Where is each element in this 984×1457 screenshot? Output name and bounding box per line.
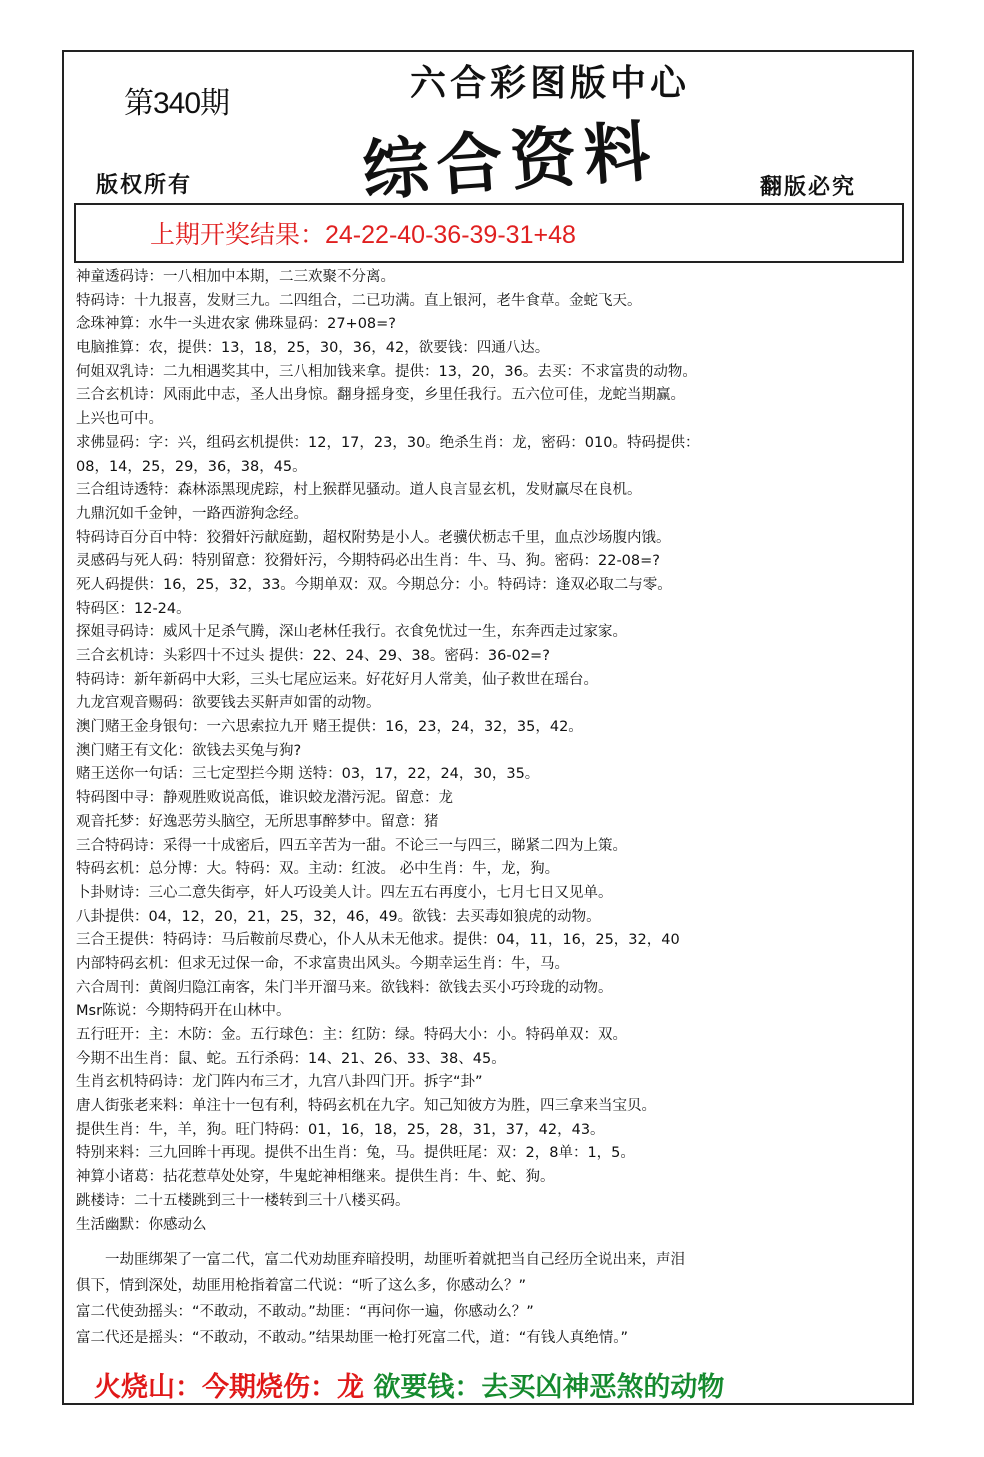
info-line: 三合王提供：特码诗：马后鞍前尽费心，仆人从未无他求。提供：04，11，16，25，32，40	[76, 932, 680, 949]
humor-story	[76, 1247, 906, 1351]
story-line: 一劫匪绑架了一富二代，富二代劝劫匪弃暗投明，劫匪听着就把当自己经历全说出来，声泪	[76, 1252, 685, 1268]
info-line: 何姐双乳诗：二九相遇奖其中，三八相加钱来拿。提供：13，20，36。去买：不求富贵的动物。	[76, 363, 697, 380]
footer-part-1: 火烧山：今期烧伤：龙	[94, 1372, 364, 1403]
info-line: 特码图中寻：静观胜败说高低，谁识蛟龙潜污泥。留意：龙	[76, 790, 453, 807]
info-line: 提供生肖：牛，羊，狗。旺门特码：01，16，18，25，28，31，37，42，43。	[76, 1121, 605, 1138]
info-line: 特别来料：三九回眸十再现。提供不出生肖：兔，马。提供旺尾：双：2，8单：1，5。	[76, 1145, 635, 1162]
info-line: 三合特码诗：采得一十成密后，四五辛苦为一甜。不论三一与四三，睇紧二四为上策。	[76, 837, 627, 854]
info-line: 卜卦财诗：三心二意失街亭，奸人巧设美人计。四左五右再度小，七月七日又见单。	[76, 884, 613, 901]
footer-banner	[94, 1365, 724, 1404]
main-title: 综合资料	[360, 111, 661, 211]
info-line: 念珠神算：水牛一头进农家 佛珠显码：27+08=?	[76, 316, 397, 333]
info-line: 澳门赌王金身银句：一六思索拉九开 赌王提供：16，23，24，32，35，42。	[76, 719, 583, 736]
result-box	[74, 203, 904, 263]
info-line: 上兴也可中。	[76, 411, 163, 428]
info-line: 08，14，25，29，36，38，45。	[76, 458, 307, 475]
last-result: 上期开奖结果：24-22-40-36-39-31+48	[150, 221, 576, 249]
info-line: 求佛显码：字：兴，组码玄机提供：12，17，23，30。绝杀生肖：龙，密码：010。特码提供：	[76, 434, 700, 451]
info-line: 特码区：12-24。	[76, 600, 191, 617]
info-line: 九鼎沉如千金钟，一路西游狗念经。	[76, 505, 308, 522]
info-line: 特码诗百分百中特：狡猾奸污献庭勤，超权附势是小人。老骥伏枥志千里，血点沙场腹内饿。	[76, 529, 671, 546]
info-line: 九龙宫观音赐码：欲要钱去买鼾声如雷的动物。	[76, 695, 381, 712]
info-line: 六合周刊：黄阁归隐江南客，朱门半开溜马来。欲钱料：欲钱去买小巧玲珑的动物。	[76, 979, 613, 996]
info-line: 电脑推算：农，提供：13，18，25，30，36，42，欲要钱：四通八达。	[76, 340, 550, 357]
center-title: 六合彩图版中心	[409, 62, 690, 104]
info-line: 唐人街张老来料：单注十一包有利，特码玄机在九字。知己知彼方为胜，四三拿来当宝贝。	[76, 1098, 656, 1115]
info-line: 今期不出生肖：鼠、蛇。五行杀码：14、21、26、33、38、45。	[76, 1050, 506, 1067]
info-line: 死人码提供：16，25，32，33。今期单双：双。今期总分：小。特码诗：逢双必取二与零。	[76, 576, 672, 593]
info-line: 特码诗：十九报喜，发财三九。二四组合，二已功满。直上银河，老牛食草。金蛇飞天。	[76, 292, 642, 309]
info-line: 探姐寻码诗：威风十足杀气腾，深山老林任我行。衣食免忧过一生，东奔西走过家家。	[76, 624, 627, 641]
info-line: 赌王送你一句话：三七定型拦今期 送特：03，17，22，24，30，35。	[76, 766, 540, 783]
info-line: 神童透码诗：一八相加中本期，二三欢聚不分离。	[76, 269, 395, 285]
story-line: 俱下，情到深处，劫匪用枪指着富二代说：“听了这么多，你感动么？”	[76, 1278, 527, 1294]
info-line: 跳楼诗：二十五楼跳到三十一楼转到三十八楼买码。	[76, 1192, 410, 1209]
copyright-right: 翻版必究	[760, 174, 857, 200]
copyright-left: 版权所有	[96, 172, 193, 198]
info-line: 三合玄机诗：风雨此中志，圣人出身惊。翻身摇身变，乡里任我行。五六位可佳，龙蛇当期赢。	[76, 387, 685, 404]
info-line: 特码玄机：总分博：大。特码：双。主动：红波。 必中生肖：牛，龙，狗。	[76, 861, 560, 878]
info-line: 生活幽默：你感动么	[76, 1216, 207, 1233]
info-line: 灵感码与死人码：特别留意：狡猾奸污，今期特码必出生肖：牛、马、狗。密码：22-08=?	[76, 553, 660, 570]
story-line: 富二代使劲摇头：“不敢动，不敢动。”劫匪：“再问你一遍，你感动么？”	[76, 1304, 534, 1320]
info-line: 特码诗：新年新码中大彩，三头七尾应运来。好花好月人常美，仙子救世在瑶台。	[76, 671, 598, 688]
info-line: 三合玄机诗：头彩四十不过头 提供：22、24、29、38。密码：36-02=?	[76, 648, 550, 664]
info-line: 三合组诗透特：森林添黑现虎踪，村上猴群见骚动。道人良言显玄机，发财赢尽在良机。	[76, 482, 642, 499]
info-line: 神算小诸葛：拈花惹草处处穿，牛鬼蛇神相继来。提供生肖：牛、蛇、狗。	[76, 1169, 555, 1186]
story-line: 富二代还是摇头：“不敢动，不敢动。”结果劫匪一枪打死富二代，道：“有钱人真绝情。”	[76, 1330, 629, 1346]
info-line: 生肖玄机特码诗：龙门阵内布三才，九宫八卦四门开。拆字“卦”	[76, 1074, 483, 1091]
info-line: 内部特码玄机：但求无过保一命，不求富贵出风头。今期幸运生肖：牛，马。	[76, 955, 569, 972]
footer-part-2: 欲要钱：去买凶神恶煞的动物	[364, 1372, 725, 1403]
info-lines	[76, 266, 906, 1237]
info-line: 八卦提供：04，12，20，21，25，32，46，49。欲钱：去买毒如狼虎的动物。	[76, 908, 601, 925]
info-line: 澳门赌王有文化：欲钱去买兔与狗?	[76, 742, 302, 759]
info-line: Msr陈说：今期特码开在山林中。	[76, 1003, 291, 1020]
info-line: 五行旺开：主：木防：金。五行球色：主：红防：绿。特码大小：小。特码单双：双。	[76, 1027, 627, 1043]
issue-number: 第340期	[124, 87, 230, 120]
info-line: 观音托梦：好逸恶劳头脑空，无所思事醉梦中。留意：猪	[76, 813, 439, 830]
